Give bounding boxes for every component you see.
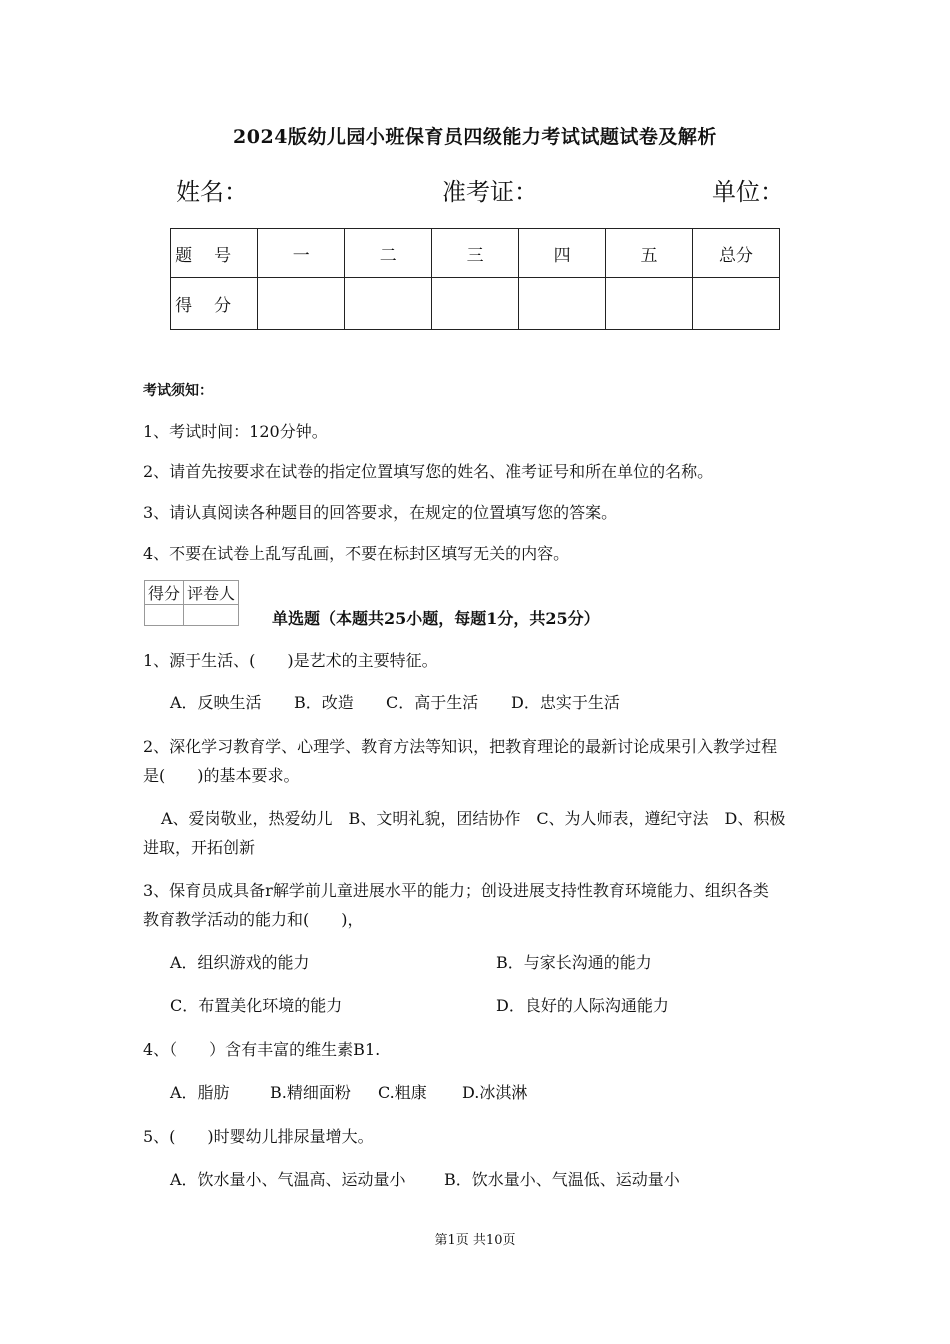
notice-title: 考试须知： [143,383,213,399]
question-3-option-b[interactable]: B．与家长沟通的能力 [496,953,652,972]
question-4-option-d[interactable]: D.冰淇淋 [462,1083,528,1102]
question-1-option-a[interactable]: A．反映生活 [170,693,262,712]
section-col-3: 三 [432,229,519,278]
question-1-option-c[interactable]: C．高于生活 [386,693,479,712]
section-col-4: 四 [519,229,606,278]
score-label: 得分 [171,278,258,330]
notice-item-4: 4、不要在试卷上乱写乱画，不要在标封区填写无关的内容。 [143,544,570,563]
notice-item-3: 3、请认真阅读各种题目的回答要求，在规定的位置填写您的答案。 [143,503,618,522]
unit-field-label: 单位： [712,178,784,206]
question-5-option-a[interactable]: A．饮水量小、气温高、运动量小 [170,1170,406,1189]
question-2-stem-line-2: 是( )的基本要求。 [143,766,300,785]
question-3-option-a[interactable]: A．组织游戏的能力 [170,953,310,972]
notice-item-2: 2、请首先按要求在试卷的指定位置填写您的姓名、准考证号和所在单位的名称。 [143,462,714,481]
score-cell-2[interactable] [345,278,432,330]
grader-score-cell[interactable] [145,605,184,626]
question-5-stem: 5、( )时婴幼儿排尿量增大。 [143,1127,374,1146]
score-cell-3[interactable] [432,278,519,330]
grader-name-label: 评卷人 [184,581,239,605]
score-table [170,228,780,330]
question-3-stem-line-1: 3、保育员成具备r解学前儿童进展水平的能力；创设进展支持性教育环境能力、组织各类 [143,881,769,900]
question-4-option-c[interactable]: C.粗康 [378,1083,427,1102]
section-col-5: 五 [606,229,693,278]
score-cell-5[interactable] [606,278,693,330]
question-3-stem-line-2: 教育教学活动的能力和( )， [143,910,364,929]
question-3-option-c[interactable]: C．布置美化环境的能力 [170,996,343,1015]
score-table-score-row [171,278,780,330]
grader-table [144,580,239,626]
page-title: 2024版幼儿园小班保育员四级能力考试试题试卷及解析 [233,126,717,148]
total-score-col: 总分 [692,229,779,278]
question-2-options-line-1[interactable]: A、爱岗敬业，热爱幼儿 B、文明礼貌，团结协作 C、为人师表，遵纪守法 D、积极 [161,809,786,828]
grader-score-label: 得分 [145,581,184,605]
question-1-option-d[interactable]: D．忠实于生活 [511,693,620,712]
exam-number-field-label: 准考证： [442,178,538,206]
section-col-2: 二 [345,229,432,278]
section-title: 单选题（本题共25小题，每题1分，共25分） [272,609,600,628]
name-field-label: 姓名： [176,178,248,206]
question-4-option-a[interactable]: A．脂肪 [170,1083,230,1102]
question-1-stem: 1、源于生活、( )是艺术的主要特征。 [143,651,438,670]
question-number-label: 题号 [171,229,258,278]
score-cell-1[interactable] [258,278,345,330]
question-3-option-d[interactable]: D．良好的人际沟通能力 [496,996,669,1015]
score-cell-4[interactable] [519,278,606,330]
question-4-stem: 4、（ ）含有丰富的维生素B1. [143,1040,381,1059]
question-2-stem-line-1: 2、深化学习教育学、心理学、教育方法等知识，把教育理论的最新讨论成果引入教学过程 [143,737,778,756]
score-table-header-row [171,229,780,278]
score-cell-total[interactable] [692,278,779,330]
question-1-option-b[interactable]: B．改造 [294,693,354,712]
question-2-options-line-2[interactable]: 进取，开拓创新 [143,838,256,857]
question-5-option-b[interactable]: B．饮水量小、气温低、运动量小 [444,1170,680,1189]
question-4-option-b[interactable]: B.精细面粉 [270,1083,351,1102]
grader-name-cell[interactable] [184,605,239,626]
notice-item-1: 1、考试时间：120分钟。 [143,422,328,441]
page-footer: 第1页 共10页 [434,1233,516,1248]
section-col-1: 一 [258,229,345,278]
